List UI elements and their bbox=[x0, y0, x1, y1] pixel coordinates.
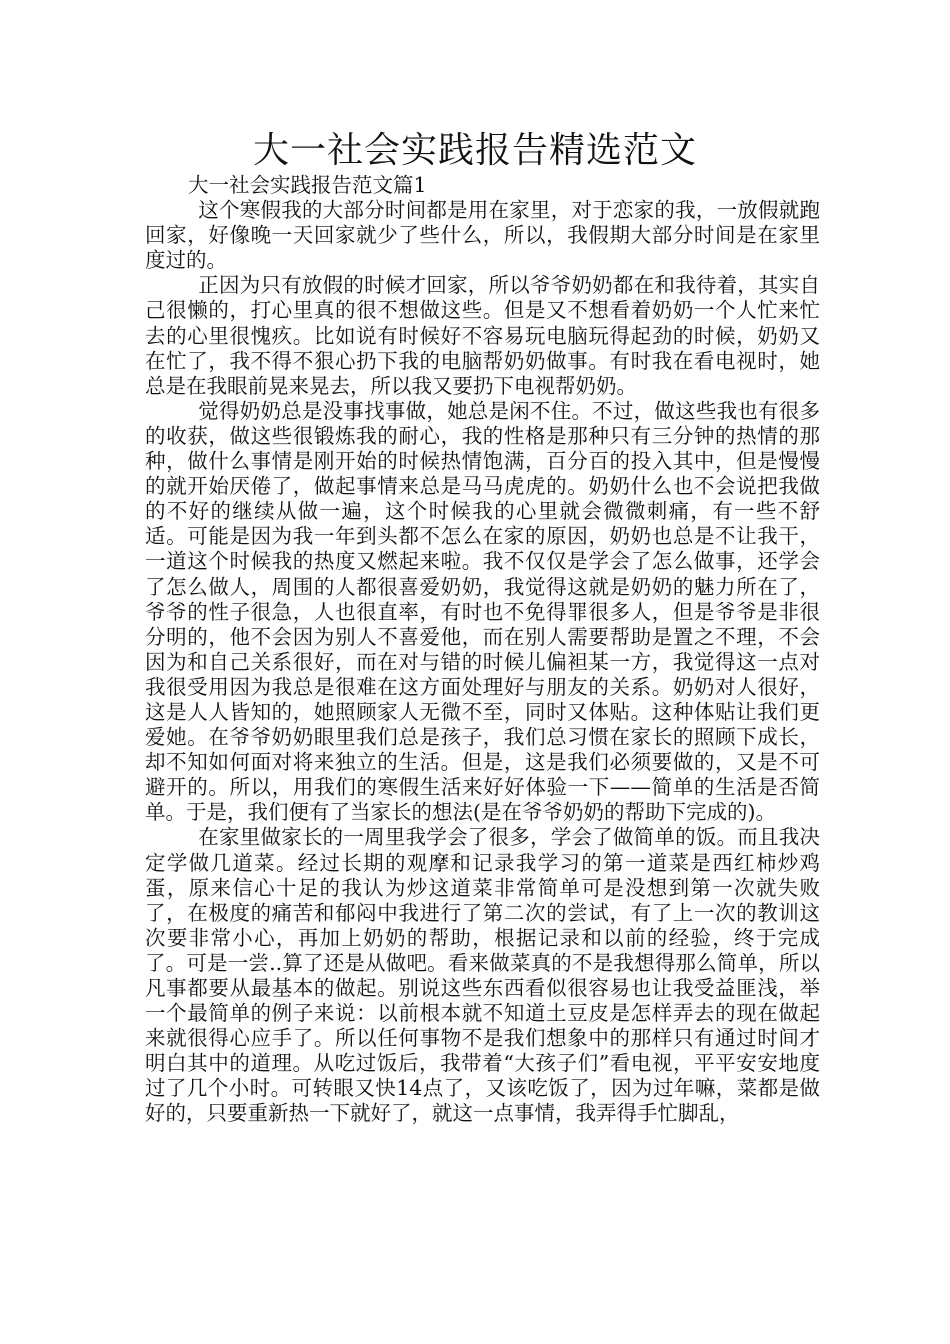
document-title: 大一社会实践报告精选范文 bbox=[252, 130, 697, 171]
paragraph: 觉得奶奶总是没事找事做，她总是闲不住。不过，做这些我也有很多的收获，做这些很锻炼我的耐心，我的性格是那种只有三分钟的热情的那种，做什么事情是刚开始的时候热情饱满，百分百的投入其中，但是慢慢的就开始厌倦了，做起事情来总是马马虎虎的。奶奶什么也不会说把我做的不好的继续从做一遍，这个时候我的心里就会微微刺痛，有一些不舒适。可能是因为我一年到头都不怎么在家的原因，奶奶也总是不让我干，一道这个时候我的热度又燃起来啦。我不仅仅是学会了怎么做事，还学会了怎么做人，周围的人都很喜爱奶奶，我觉得这就是奶奶的魅力所在了，爷爷的性子很急，人也很直率，有时也不免得罪很多人，但是爷爷是非很分明的，他不会因为别人不喜爱他，而在别人需要帮助是置之不理，不会因为和自己关系很好，而在对与错的时候儿偏袒某一方，我觉得这一点对我很受用因为我总是很难在这方面处理好与朋友的关系。奶奶对人很好，这是人人皆知的，她照顾家人无微不至，同时又体贴。这种体贴让我们更爱她。在爷爷奶奶眼里我们总是孩子，我们总习惯在家长的照顾下成长，却不知如何面对将来独立的生活。但是，这是我们必须要做的，又是不可避开的。所以，用我们的寒假生活来好好体验一下——简单的生活是否简单。于是，我们便有了当家长的想法(是在爷爷奶奶的帮助下完成的)。 bbox=[145, 398, 820, 825]
document-body bbox=[145, 173, 820, 1127]
paragraph: 正因为只有放假的时候才回家，所以爷爷奶奶都在和我待着，其实自己很懒的，打心里真的很不想做这些。但是又不想看着奶奶一个人忙来忙去的心里很愧疚。比如说有时候好不容易玩电脑玩得起劲的时候，奶奶又在忙了，我不得不狠心扔下我的电脑帮奶奶做事。有时我在看电视时，她总是在我眼前晃来晃去，所以我又要扔下电视帮奶奶。 bbox=[145, 273, 820, 398]
section-heading: 大一社会实践报告范文篇1 bbox=[188, 173, 427, 197]
paragraph: 这个寒假我的大部分时间都是用在家里，对于恋家的我，一放假就跑回家，好像晚一天回家就少了些什么，所以，我假期大部分时间是在家里度过的。 bbox=[145, 198, 820, 273]
paragraph: 在家里做家长的一周里我学会了很多，学会了做简单的饭。而且我决定学做几道菜。经过长期的观摩和记录我学习的第一道菜是西红柿炒鸡蛋，原来信心十足的我认为炒这道菜非常简单可是没想到第一次就失败了，在极度的痛苦和郁闷中我进行了第二次的尝试，有了上一次的教训这次要非常小心，再加上奶奶的帮助，根据记录和以前的经验，终于完成了。可是一尝..算了还是从做吧。看来做菜真的不是我想得那么简单，所以凡事都要从最基本的做起。别说这些东西看似很容易也让我受益匪浅，举一个最简单的例子来说：以前根本就不知道土豆皮是怎样弄去的现在做起来就很得心应手了。所以任何事物不是我们想象中的那样只有通过时间才明白其中的道理。从吃过饭后，我带着“大孩子们”看电视，平平安安地度过了几个小时。可转眼又快14点了，又该吃饭了，因为过年嘛，菜都是做好的，只要重新热一下就好了，就这一点事情，我弄得手忙脚乱， bbox=[145, 825, 820, 1126]
